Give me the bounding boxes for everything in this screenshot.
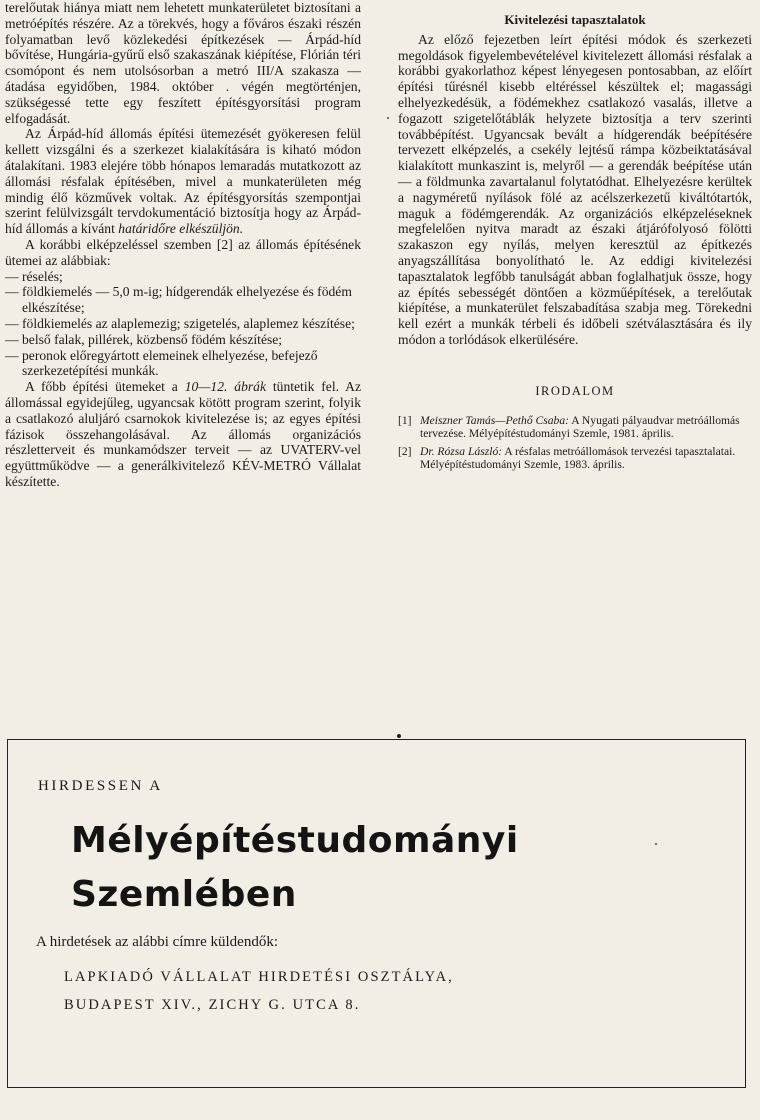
reference-number: [2] <box>398 444 412 458</box>
reference-number: [1] <box>398 413 412 427</box>
magazine-title <box>71 814 519 922</box>
paragraph: Az Árpád-híd állomás építési ütemezését gyökeresen felül kellett vizsgálni és a szerkezet kialakítására is kiható módon átalakítani. 1983 elejére több hónapos lemaradás mutatkozott az állomási résfalak építésében, mivel a munkaterületen még mindig élő közművek voltak. Az építésgyorsítás szempontjai szerint felülvizsgált tervdokumentáció biztosítja hogy az Árpád-híd állomás a kívánt határidőre elkészüljön. <box>5 126 361 237</box>
reference-item <box>398 445 752 471</box>
list-item: — földkiemelés az alaplemezig; szigetelés, alaplemez készítése; <box>5 316 361 332</box>
paragraph: A főbb építési ütemeket a 10—12. ábrák tüntetik fel. Az állomással egyidejűleg, ugyancsak kötött program szerint, folyik a csatlakozó aluljáró csarnokok kivitelezése is; az egyes építési fázisok összehangolásával. Az állomás organizációs részletterveit és munkamódszer terveit — az UVATERV-vel együttműködve — a generálkivitelező KÉV-METRÓ Vállalat készítette. <box>5 379 361 489</box>
magazine-title-line: Mélyépítéstudományi <box>71 820 519 861</box>
ad-label: HIRDESSEN A <box>38 778 163 794</box>
magazine-title-line: Szemlében <box>71 874 297 915</box>
construction-steps-list <box>5 269 361 380</box>
paragraph: A korábbi elképzeléssel szemben [2] az állomás építésének ütemei az alábbiak: <box>5 236 361 268</box>
print-speck <box>387 117 389 119</box>
print-dot <box>397 734 401 738</box>
address-line: LAPKIADÓ VÁLLALAT HIRDETÉSI OSZTÁLYA, <box>64 969 454 985</box>
emphasis: határidőre elkészüljön. <box>118 221 244 237</box>
reference-authors: Meiszner Tamás—Pethő Csaba: <box>420 413 570 427</box>
address-intro: A hirdetések az alábbi címre küldendők: <box>36 934 278 950</box>
address-line: BUDAPEST XIV., ZICHY G. UTCA 8. <box>64 997 361 1013</box>
advertisement-box <box>7 739 746 1088</box>
reference-text: A Nyugati pályaudvar metróállomás tervezése. Mélyépítéstudományi Szemle, 1981. április. <box>420 413 740 440</box>
section-heading: Kivitelezési tapasztalatok <box>504 12 646 27</box>
left-column <box>5 0 361 490</box>
reference-item <box>398 414 752 440</box>
reference-list <box>398 414 752 472</box>
reference-text: A résfalas metróállomások tervezési tapasztalatai. Mélyépítéstudományi Szemle, 1983. április. <box>420 444 736 472</box>
list-item: — belső falak, pillérek, közbenső födém készítése; <box>5 332 361 348</box>
literature-title: IRODALOM <box>535 383 615 398</box>
list-item: — földkiemelés — 5,0 m-ig; hídgerendák elhelyezése és födém elkészítése; <box>5 284 361 316</box>
reference-authors: Dr. Rózsa László: <box>420 444 503 458</box>
right-column <box>398 12 752 476</box>
list-item: — réselés; <box>5 269 361 285</box>
list-item: — peronok előregyártott elemeinek elhelyezése, befejező szerkezetépítési munkák. <box>5 348 361 380</box>
figure-reference: 10—12. ábrák <box>184 379 266 395</box>
paragraph: terelőutak hiánya miatt nem lehetett munkaterületet biztosítani a metróépítés részére. Az a törekvés, hogy a főváros északi részén folyamatban levő közlekedési építkezések — Árpád-híd bővítése, Hungária-gyűrű első szakaszának kiépítése, Flórián téri csomópont és nem utolsósorban a metró III/A szakasza — átadása egyidőben, 1984. október . végén megtörténjen, szükségessé tette egy feszített építésgyorsítási program elfogadását. <box>5 0 361 126</box>
paragraph: Az előző fejezetben leírt építési módok és szerkezeti megoldások figyelembevételével kivitelezett állomási résfalak a korábbi gyakorlathoz képest lényegesen pontosabban, az előírt építési tűrésnél kisebb eltéréssel készültek el; magassági elhelyezkedésük, a födémekhez csatlakozó vasalás, illetve a fogazott szigetelőtáblák helyzete biztosítja a terv szerinti továbbépítést. Ugyancsak bevált a hídgerendák beépítésére tervezett elképzelés, a csekély lejtésű rámpa közbeiktatásával kialakított munkaszint is, melyről — a gerendák beépítése után — a földmunka zavartalanul folytatódhat. Elhelyezésre kerültek a nagyméretű nyílások fölé az acélszerkezetű kiváltótartók, maguk a födémgerendák. Az organizációs elképzeléseknek megfelelően nyitva maradt az északi átjárófolyosó fölötti szakaszon egy nyílás, melyen keresztül az építkezés anyagszállítása bonyolítható le. Az eddigi kivitelezési tapasztalatok legfőbb tanulságát abban foglalhatjuk össze, hogy az építés sebességét döntően a közműépítések, a terelőutak kiépítése, a munkaterület felszabadítása szabja meg. Törekedni kell ezért a munkák térbeli és időbeli szétválasztására és ily módon a torlódások elkerülésére. <box>398 31 752 347</box>
